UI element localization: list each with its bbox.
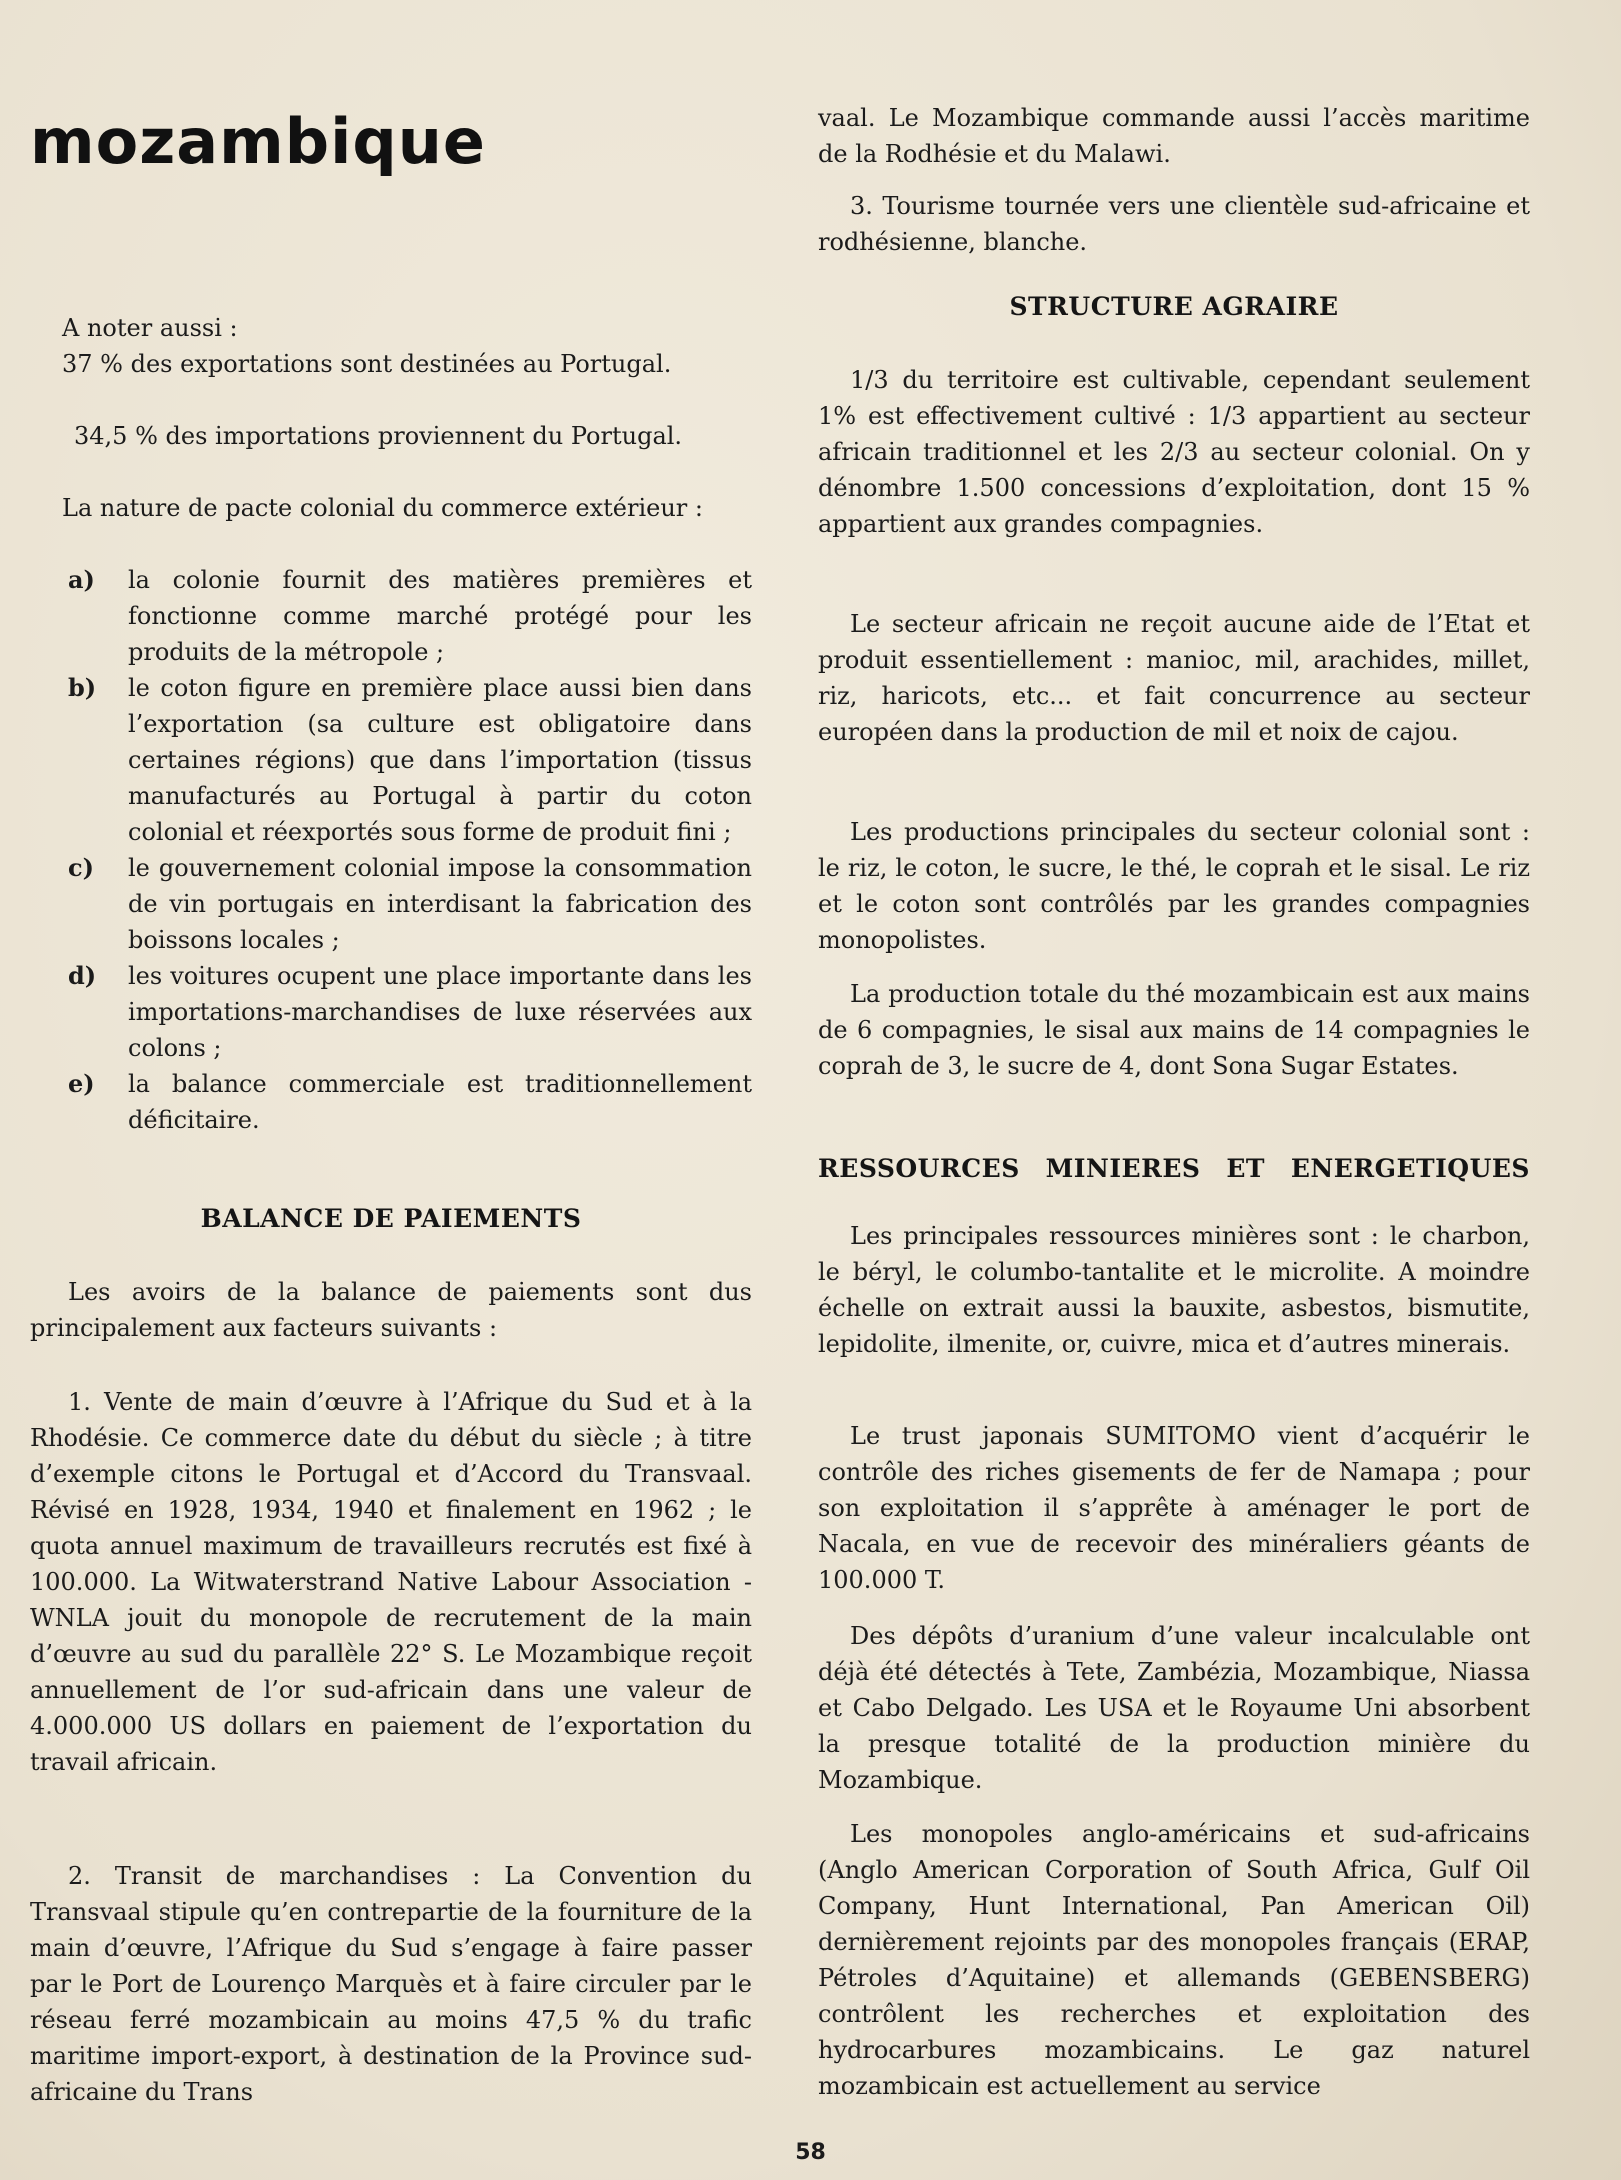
list-item-text: les voitures ocupent une place importante dans les importations-marchandises de luxe réservées aux colons ;: [128, 962, 752, 1062]
right-continuation: vaal. Le Mozambique commande aussi l’accès maritime de la Rodhésie et du Malawi.: [818, 104, 1530, 168]
list-item-text: la balance commerciale est traditionnellement déficitaire.: [128, 1070, 752, 1134]
ressources-heading: RESSOURCES MINIERES ET ENERGETIQUES: [818, 1154, 1530, 1183]
list-item-text: le coton figure en première place aussi bien dans l’exportation (sa culture est obligatoire dans certaines régions) que dans l’importation (tissus manufacturés au Portugal à partir du coton colonial et réexportés sous forme de produit fini ;: [128, 674, 752, 846]
list-item: [30, 670, 752, 850]
agraire-paragraph-3: Les productions principales du secteur colonial sont : le riz, le coton, le sucre, le thé, le coprah et le sisal. Le riz et le coton sont contrôlés par les grandes compagnies monopolistes.: [818, 818, 1530, 954]
import-stat: 34,5 % des importations proviennent du Portugal.: [74, 422, 683, 450]
point-1: 1. Vente de main d’œuvre à l’Afrique du Sud et à la Rhodésie. Ce commerce date du début du siècle ; à titre d’exemple citons le Portugal et d’Accord du Transvaal. Révisé en 1928, 1934, 1940 et finalement en 1962 ; le quota annuel maximum de travailleurs recrutés est fixé à 100.000. La Witwaterstrand Native Labour Association - WNLA jouit du monopole de recrutement de la main d’œuvre au sud du parallèle 22° S. Le Mozambique reçoit annuellement de l’or sud-africain dans une valeur de 4.000.000 US dollars en paiement de l’exportation du travail africain.: [30, 1388, 752, 1776]
noter-heading: A noter aussi :: [62, 314, 238, 342]
list-item: [30, 562, 752, 670]
page-number: 58: [795, 2140, 826, 2165]
list-item: [30, 1066, 752, 1138]
list-item-label: e): [68, 1069, 95, 1098]
ressources-paragraph-4: Les monopoles anglo-américains et sud-africains (Anglo American Corporation of South Africa, Gulf Oil Company, Hunt International, Pan American Oil) dernièrement rejoints par des monopoles français (ERAP, Pétroles d’Aquitaine) et allemands (GEBENSBERG) contrôlent les recherches et exploitation des hydrocarbures mozambicains. Le gaz naturel mozambicain est actuellement au service: [818, 1820, 1530, 2100]
list-item: [30, 850, 752, 958]
agraire-heading: STRUCTURE AGRAIRE: [1009, 292, 1339, 321]
ressources-paragraph-3: Des dépôts d’uranium d’une valeur incalculable ont déjà été détectés à Tete, Zambézia, Mozambique, Niassa et Cabo Delgado. Les USA et le Royaume Uni absorbent la presque totalité de la production minière du Mozambique.: [818, 1622, 1530, 1794]
list-item-label: b): [68, 673, 97, 702]
list-item-label: c): [68, 853, 94, 882]
agraire-paragraph-2: Le secteur africain ne reçoit aucune aide de l’Etat et produit essentiellement : manioc, mil, arachides, millet, riz, haricots, etc... et fait concurrence au secteur européen dans la production de mil et noix de cajou.: [818, 610, 1530, 746]
ressources-paragraph-1: Les principales ressources minières sont : le charbon, le béryl, le columbo-tantalite et le microlite. A moindre échelle on extrait aussi la bauxite, asbestos, bismutite, lepidolite, ilmenite, or, cuivre, mica et d’autres minerais.: [818, 1222, 1530, 1358]
list-item-label: a): [68, 565, 95, 594]
point-3: 3. Tourisme tournée vers une clientèle sud-africaine et rodhésienne, blanche.: [818, 192, 1530, 256]
export-stat: 37 % des exportations sont destinées au Portugal.: [62, 350, 672, 378]
list-item-text: la colonie fournit des matières premières et fonctionne comme marché protégé pour les produits de la métropole ;: [128, 566, 752, 666]
balance-heading: BALANCE DE PAIEMENTS: [200, 1204, 582, 1233]
list-item-label: d): [68, 961, 97, 990]
point-2: 2. Transit de marchandises : La Convention du Transvaal stipule qu’en contrepartie de la fourniture de la main d’œuvre, l’Afrique du Sud s’engage à faire passer par le Port de Lourenço Marquès et à faire circuler par le réseau ferré mozambicain au moins 47,5 % du trafic maritime import-export, à destination de la Province sud-africaine du Trans: [30, 1862, 752, 2106]
pacte-intro: La nature de pacte colonial du commerce extérieur :: [62, 494, 703, 522]
list-item-text: le gouvernement colonial impose la consommation de vin portugais en interdisant la fabrication des boissons locales ;: [128, 854, 752, 954]
ressources-paragraph-2: Le trust japonais SUMITOMO vient d’acquérir le contrôle des riches gisements de fer de Namapa ; pour son exploitation il s’apprête à aménager le port de Nacala, en vue de recevoir des minéraliers géants de 100.000 T.: [818, 1422, 1530, 1594]
list-item: [30, 958, 752, 1066]
agraire-paragraph-4: La production totale du thé mozambicain est aux mains de 6 compagnies, le sisal aux mains de 14 compagnies le coprah de 3, le sucre de 4, dont Sona Sugar Estates.: [818, 980, 1530, 1080]
agraire-paragraph-1: 1/3 du territoire est cultivable, cependant seulement 1% est effectivement cultivé : 1/3 appartient au secteur africain traditionnel et les 2/3 au secteur colonial. On y dénombre 1.500 concessions d’exploitation, dont 15 % appartient aux grandes compagnies.: [818, 366, 1530, 538]
pacte-list: [30, 562, 752, 1138]
balance-intro: Les avoirs de la balance de paiements sont dus principalement aux facteurs suivants :: [30, 1278, 752, 1342]
page-title: mozambique: [30, 105, 486, 178]
